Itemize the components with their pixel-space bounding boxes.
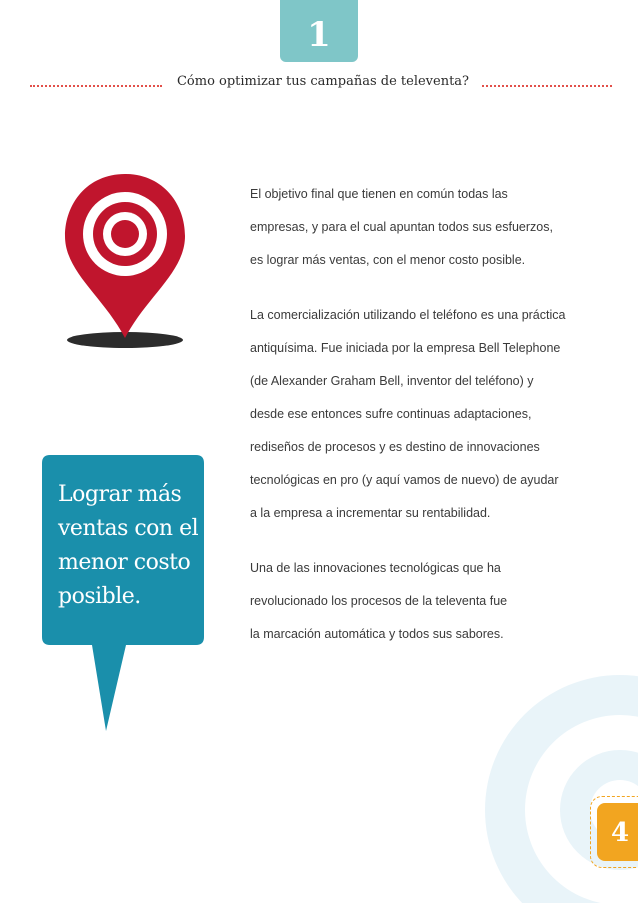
text-line: antiquísima. Fue iniciada por la empresa Bell Telephone: [250, 341, 561, 355]
callout-line: ventas con el: [58, 516, 199, 541]
text-line: tecnológicas en pro (y aquí vamos de nuevo) de ayudar: [250, 473, 559, 487]
callout-line: menor costo: [58, 550, 191, 575]
text-line: revolucionado los procesos de la televenta fue: [250, 594, 508, 608]
text-line: Una de las innovaciones tecnológicas que ha: [250, 561, 501, 575]
body-text: [250, 178, 590, 651]
paragraph-3: [250, 552, 590, 651]
text-line: a la empresa a incrementar su rentabilidad.: [250, 506, 491, 520]
callout-line: posible.: [58, 584, 141, 609]
text-line: La comercialización utilizando el teléfono es una práctica: [250, 308, 566, 322]
paragraph-2: [250, 299, 590, 530]
chapter-number-tab: 1: [280, 0, 358, 62]
text-line: El objetivo final que tienen en común todas las: [250, 187, 508, 201]
text-line: es lograr más ventas, con el menor costo posible.: [250, 253, 526, 267]
text-line: empresas, y para el cual apuntan todos sus esfuerzos,: [250, 220, 553, 234]
text-line: rediseños de procesos y es destino de innovaciones: [250, 440, 540, 454]
paragraph-1: [250, 178, 590, 277]
page-title: Cómo optimizar tus campañas de televenta?: [176, 74, 470, 89]
text-line: la marcación automática y todos sus sabores.: [250, 627, 504, 641]
location-pin-icon: [55, 168, 195, 353]
callout-text: [58, 478, 206, 614]
header-dotted-rule-left: [30, 85, 162, 87]
text-line: (de Alexander Graham Bell, inventor del teléfono) y: [250, 374, 534, 388]
callout-line: Lograr más: [58, 482, 182, 507]
header-dotted-rule-right: [482, 85, 612, 87]
page-number: 4: [597, 803, 638, 861]
text-line: desde ese entonces sufre continuas adaptaciones,: [250, 407, 532, 421]
